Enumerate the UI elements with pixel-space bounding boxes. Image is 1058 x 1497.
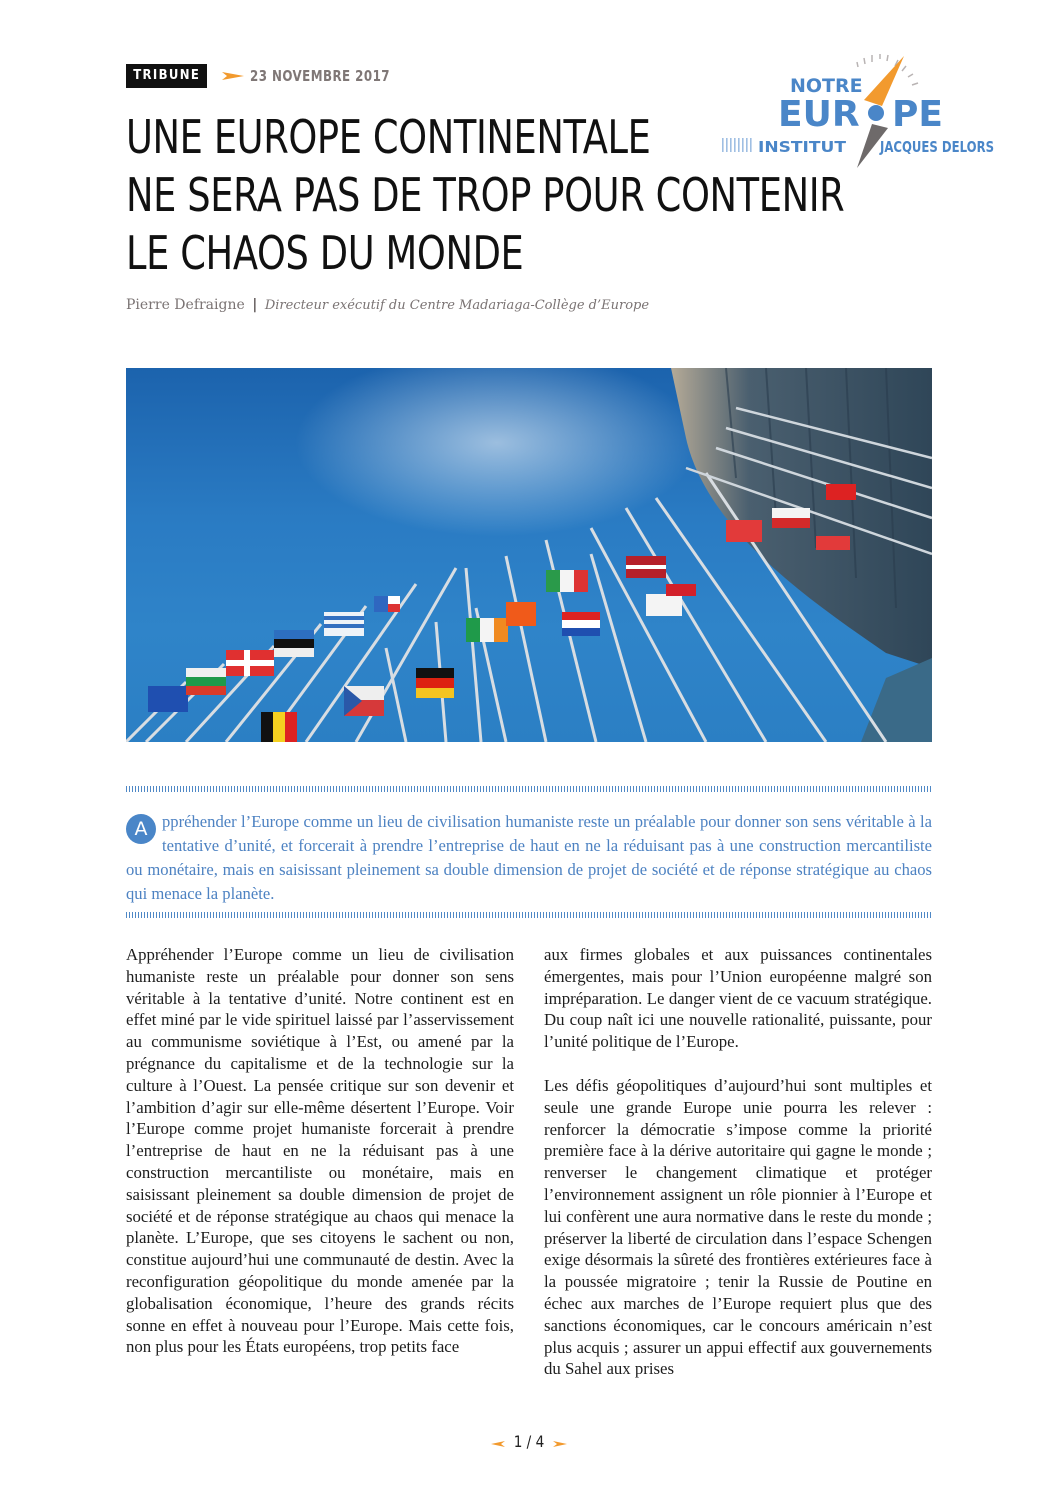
svg-text:PE: PE: [892, 94, 943, 135]
intro-paragraph: [126, 810, 932, 906]
page-number: 1 / 4: [513, 1432, 545, 1451]
author-role: Directeur exécutif du Centre Madariaga-Collège d’Europe: [264, 298, 650, 313]
section-tag: TRIBUNE: [126, 64, 207, 88]
intro-text: ppréhender l’Europe comme un lieu de civilisation humaniste reste un préalable pour donner son sens véritable à la tentative d’unité, et forcerait à prendre l’entreprise de haut en ne la réduisant pas à une construction mercantiliste ou monétaire, mais en saisissant pleinement sa double dimension de projet de société et de réponse stratégique au chaos qui menace la planète.: [126, 812, 932, 903]
body-paragraph: Appréhender l’Europe comme un lieu de civilisation humaniste reste un préalable pour donner son sens véritable à la tentative d’unité. Notre continent est en effet miné par le vide spirituel laissé par l’asservissement au communisme soviétique à l’Est, ou amené par la prégnance du capitalisme et de la technologie sur la culture à l’Ouest. La pensée critique sur son devenir et l’ambition d’agir sur elle-même désertent l’Europe. Voir l’Europe comme projet humaniste forcerait à prendre l’entreprise de haut en ne la réduisant pas à une construction mercantiliste ou monétaire, mais en saisissant pleinement sa double dimension de projet de société et de réponse stratégique au chaos qui menace la planète. L’Europe, que ses citoyens le sachent ou non, constitue aujourd’hui une communauté de destin. Avec la reconfiguration géopolitique du monde amenée par la globalisation économique, l’heure des grands récits sonne en effet à nouveau pour l’Europe. Mais cette fois, non plus pour les États européens, trop petits face: [126, 945, 514, 1357]
title-line: UNE EUROPE CONTINENTALE: [126, 110, 651, 164]
publication-date: 23 NOVEMBRE 2017: [250, 67, 391, 85]
flag-croatia: [562, 612, 600, 620]
svg-text:JACQUES DELORS: JACQUES DELORS: [879, 138, 994, 156]
arrow-right-icon: [553, 1432, 567, 1451]
article-header: [126, 64, 410, 88]
flag-cyprus: [646, 594, 682, 616]
flag-ireland: [466, 618, 480, 642]
logo-graphic: [712, 40, 1012, 180]
flags-illustration: [126, 368, 932, 742]
divider-top: [126, 786, 932, 792]
flag-italy: [546, 570, 560, 592]
body-paragraph: aux firmes globales et aux puissances continentales émergentes, mais pour l’Union européenne malgré son impréparation. Le danger vient de ce vacuum stratégique. Du coup naît ici une nouvelle rationalité, puissante, pour l’unité politique de l’Europe.: [544, 945, 932, 1052]
notre-europe-logo[interactable]: [712, 40, 1012, 180]
byline: [126, 297, 649, 313]
body-column-left: [126, 944, 514, 1380]
hero-photo: [126, 368, 932, 742]
flag-eu: [148, 686, 188, 712]
svg-text:INSTITUT: INSTITUT: [758, 138, 847, 156]
divider-bottom: [126, 912, 932, 918]
flag-austria: [726, 520, 762, 542]
byline-separator: |: [252, 297, 258, 313]
title-line: LE CHAOS DU MONDE: [126, 226, 524, 280]
author-name: Pierre Defraigne: [126, 297, 245, 313]
svg-text:EUR: EUR: [778, 94, 860, 135]
dropcap-badge: A: [126, 814, 156, 844]
orange-arrow-icon: [222, 72, 244, 80]
svg-text:NOTRE: NOTRE: [790, 75, 863, 97]
flag-germany: [416, 668, 454, 678]
flag-belgium: [261, 712, 273, 742]
page-footer: [0, 1432, 1058, 1451]
flag-spain-region: [506, 602, 536, 626]
title-line: NE SERA PAS DE TROP POUR CONTENIR: [126, 168, 845, 222]
body-column-right: [544, 944, 932, 1402]
arrow-left-icon: [491, 1432, 505, 1451]
body-paragraph: Les défis géopolitiques d’aujourd’hui sont multiples et seule une grande Europe unie pourra les relever : renforcer la démocratie s’impose comme la priorité première face à la dérive autoritaire qui gagne le monde ; renverser le changement climatique et protéger l’environnement assignent un rôle pionnier à l’Europe et lui confèrent une aura normative dans le reste du monde ; préserver la liberté de circulation dans l’espace Schengen exige désormais la sûreté des frontières extérieures face à la poussée migratoire ; tenir la Russie de Poutine en échec aux marches de l’Europe requiert plus que des sanctions économiques, car le concours américain n’est plus acquis ; assurer un appui effectif aux gouvernements du Sahel aux prises: [544, 1075, 932, 1379]
